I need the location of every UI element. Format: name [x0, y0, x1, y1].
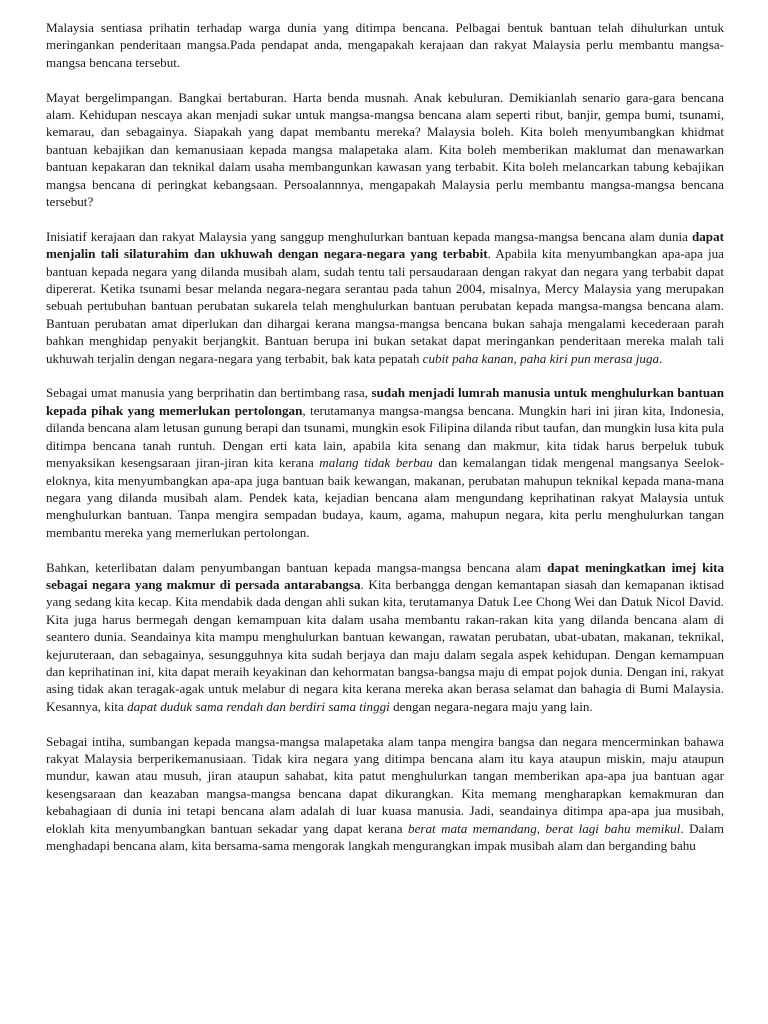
- paragraph-prompt: [46, 19, 724, 71]
- point-2-proverb: malang tidak berbau: [319, 455, 433, 471]
- point-3-text-a: Bahkan, keterlibatan dalam penyumbangan bantuan kepada mangsa-mangsa bencana alam: [46, 559, 548, 575]
- point-1-text-b: . Apabila kita menyumbangkan apa-apa jua bantuan kepada negara yang dilanda musibah alam, sudah tentu tali persaudaraan dengan rakyat dan negara yang terbabit dapat dipererat. Ketika tsunami besar melanda negara-negara serantau pada tahun 2004, misalnya, Mercy Malaysia yang merupakan sebuah pertubuhan bantuan perubatan sukarela telah menghulurkan bantuan perubatan kepada mangsa-mangsa bencana alam. Bantuan perubatan amat diperlukan dan dihargai kerana mangsa-mangsa bencana bukan sahaja mengalami kecederaan parah bahkan menghidap penyakit berjangkit. Bantuan berupa ini bukan setakat dapat meringankan penderitaan mereka malah tali ukhuwah terjalin dengan negara-negara yang terbabit, bak kata pepatah: [46, 246, 724, 366]
- point-3-text-c: dengan negara-negara maju yang lain.: [389, 698, 593, 714]
- point-2-text-a: Sebagai umat manusia yang berprihatin dan bertimbang rasa,: [46, 385, 372, 401]
- point-3-main-idea: dapat meningkatkan imej kita sebagai negara yang makmur di persada antarabangsa: [46, 559, 724, 592]
- paragraph-conclusion: [46, 733, 724, 855]
- paragraph-point-3: [46, 559, 724, 716]
- conclusion-text-b: . Dalam menghadapi bencana alam, kita bersama-sama mengorak langkah mengurangkan impak musibah alam dan berganding bahu: [46, 820, 724, 854]
- conclusion-proverb: berat mata memandang, berat lagi bahu memikul: [408, 820, 681, 836]
- paragraph-point-2: [46, 384, 724, 541]
- point-2-text-b: , terutamanya mangsa-mangsa bencana. Mungkin hari ini jiran kita, Indonesia, dilanda bencana alam letusan gunung berapi dan tsunami, mungkin esok Filipina dilanda ribut taufan, dan mungkin lusa kita pula ditimpa bencana tanah runtuh. Dengan erti kata lain, apabila kita senang dan makmur, kita tidak harus berpeluk tubuk menyaksikan kesengsaraan jiran-jiran kita kerana: [46, 402, 724, 471]
- point-1-main-idea: dapat menjalin tali silaturahim dan ukhuwah dengan negara-negara yang terbabit: [46, 228, 724, 262]
- point-2-main-idea: sudah menjadi lumrah manusia untuk menghulurkan bantuan kepada pihak yang memerlukan pertolongan: [46, 385, 724, 418]
- conclusion-text-a: Sebagai intiha, sumbangan kepada mangsa-mangsa malapetaka alam tanpa mengira bangsa dan negara mencerminkan bahawa rakyat Malaysia berperikemanusiaan. Tidak kira negara yang ditimpa bencana alam itu kaya ataupun miskin, maju ataupun mundur, kawan atau musuh, jiran ataupun sahabat, kita patut menghulurkan tangan memberikan apa-apa jua bantuan agar kesengsaraan dan keazaban mangsa-mangsa bencana dapat dikurangkan. Kita memang mengharapkan kemakmuran dan kebahagiaan di dunia ini tetapi bencana alam adalah di luar kuasa manusia. Jadi, seandainya ditimpa apa-apa jua musibah, eloklah kita menyumbangkan bantuan sekadar yang dapat kerana: [46, 733, 724, 836]
- paragraph-introduction: [46, 89, 724, 211]
- point-3-proverb: dapat duduk sama rendah dan berdiri sama tinggi: [127, 698, 390, 714]
- point-3-text-b: . Kita berbangga dengan kemantapan siasah dan kemapanan iktisad yang sedang kita kecap. Kita mendabik dada dengan ahli sukan kita, terutamanya Datuk Lee Chong Wei dan Datuk Nicol David. Kita juga harus bermegah dengan kemampuan kita dalam usaha membantu rakan-rakan kita yang dilanda bencana alam di seantero dunia. Seandainya kita mampu menghulurkan bantuan kewangan, rawatan perubatan, ubat-ubatan, makanan, teknikal, kejuruteraan, dan sebagainya, sesungguhnya kita sudah berjaya dan maju dalam segala aspek kehidupan. Dengan kemampuan dan keprihatinan ini, kita dapat meraih keyakinan dan kehormatan bangsa-bangsa maju di empat pojok dunia. Dengan ini, rakyat asing tidak akan teragak-agak untuk melabur di negara kita kerana mereka akan berasa selamat dan bahagia di Bumi Malaysia. Kesannya, kita: [46, 576, 724, 714]
- paragraph-point-1: [46, 228, 724, 367]
- point-2-text-c: dan kemalangan tidak mengenal mangsanya Seelok-eloknya, kita menyumbangkan apa-apa juga bantuan baik kewangan, makanan, perubatan mahupun teknikal kepada mana-mana negara yang dilanda musibah alam. Pendek kata, kejadian bencana alam mengundang keprihatinan rakyat Malaysia untuk menghulurkan bantuan. Tanpa mengira sempadan budaya, kaum, agama, mahupun negara, kita perlu menghulurkan tangan membantu mereka yang memerlukan pertolongan.: [46, 455, 724, 540]
- introduction-text: Mayat bergelimpangan. Bangkai bertaburan. Harta benda musnah. Anak kebuluran. Demikianlah senario gara-gara bencana alam. Kehidupan nescaya akan menjadi sukar untuk mangsa-mangsa bencana alam seperti ribut, banjir, gempa bumi, tsunami, kemarau, dan sebagainya. Siapakah yang dapat membantu mereka? Malaysia boleh. Kita boleh menyumbangkan khidmat bantuan kebajikan dan kemanusiaan kepada mangsa malapetaka alam. Kita boleh memberikan maklumat dan menawarkan bantuan kepakaran dan teknikal dalam usaha membangunkan kawasan yang terbabit. Kita boleh melancarkan tabung kebajikan mangsa bencana di peringkat kebangsaan. Persoalannnya, mengapakah Malaysia perlu membantu mangsa-mangsa bencana tersebut?: [46, 89, 724, 210]
- point-1-proverb: cubit paha kanan, paha kiri pun merasa juga: [422, 350, 660, 366]
- point-1-text-c: .: [659, 350, 663, 366]
- point-1-text-a: Inisiatif kerajaan dan rakyat Malaysia yang sanggup menghulurkan bantuan kepada mangsa-mangsa bencana alam dunia: [46, 228, 692, 244]
- prompt-text: Malaysia sentiasa prihatin terhadap warga dunia yang ditimpa bencana. Pelbagai bentuk bantuan telah dihulurkan untuk meringankan penderitaan mangsa.Pada pendapat anda, mengapakah kerajaan dan rakyat Malaysia perlu membantu mangsa-mangsa bencana tersebut.: [46, 20, 724, 70]
